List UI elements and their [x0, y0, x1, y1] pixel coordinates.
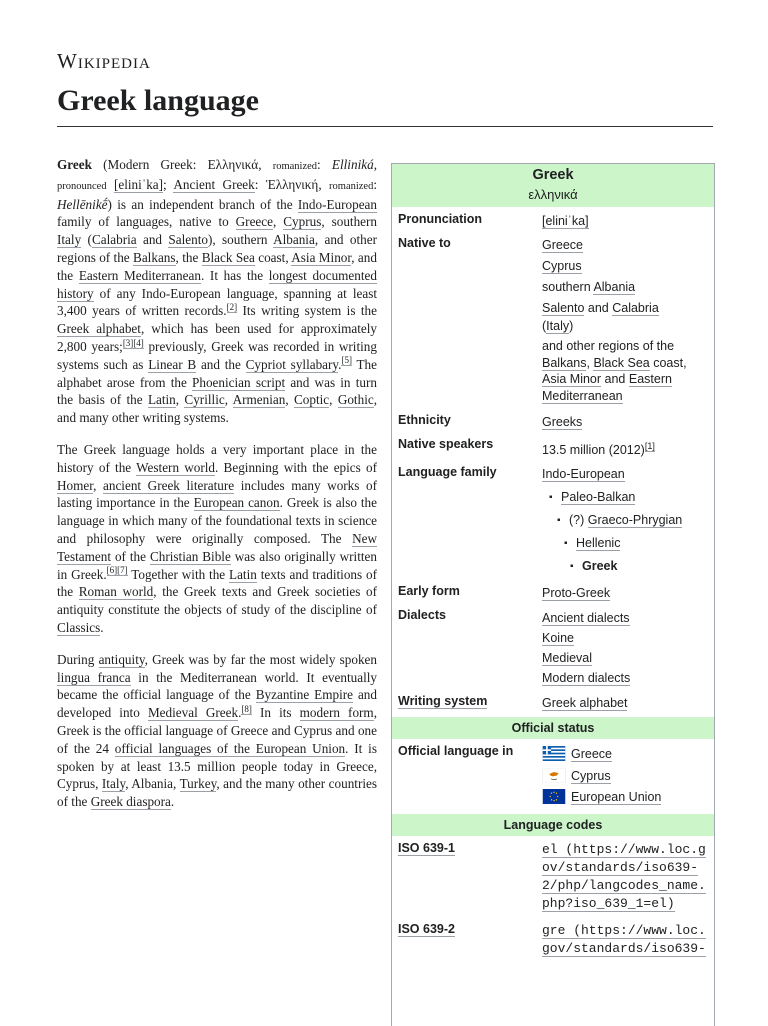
link-modern-dialects[interactable]: Modern dialects — [542, 671, 631, 686]
family-current: Greek — [582, 559, 618, 574]
link-cyrillic[interactable]: Cyrillic — [184, 392, 225, 408]
row-label: Native speakers — [398, 437, 494, 451]
text: , southern — [321, 214, 378, 230]
link-cyprus[interactable]: Cyprus — [542, 259, 582, 273]
row-label: Pronunciation — [398, 212, 483, 226]
link-lingua-franca[interactable]: lingua franca — [57, 669, 131, 685]
text: of the — [111, 548, 150, 564]
infobox-native-name: ελληνικά — [528, 187, 578, 202]
link-mediterranean[interactable]: Mediterranean — [542, 388, 623, 403]
link-asia-minor[interactable]: Asia Minor — [291, 249, 352, 265]
text: In its — [251, 705, 300, 721]
text: and — [136, 232, 169, 248]
link-cyprus[interactable]: Cyprus — [283, 214, 322, 230]
tree-item — [576, 532, 708, 578]
writing-system-label[interactable]: Writing system — [398, 694, 488, 709]
link-koine[interactable]: Koine — [542, 631, 574, 646]
text: During — [57, 651, 99, 667]
link-eastern-mediterranean[interactable]: Eastern Mediterranean — [78, 267, 201, 283]
link-roman-world[interactable]: Roman world — [78, 584, 154, 600]
text: , the Greek texts and Greek societies of antiquity constitute the objects of study of the discipline of — [57, 584, 377, 618]
text: : — [373, 176, 378, 192]
row-label: Native to — [398, 236, 451, 250]
link-latin[interactable]: Latin — [229, 566, 257, 582]
text: , Albania, — [125, 776, 180, 792]
text: and the — [196, 356, 246, 372]
antiquity-paragraph — [57, 651, 377, 811]
text: includes many works of lasting importance in the — [57, 477, 378, 511]
row-early-form — [392, 581, 714, 605]
link-coptic[interactable]: Coptic — [294, 392, 330, 408]
language-codes-band: Language codes — [392, 814, 714, 836]
row-label: Ethnicity — [398, 413, 451, 427]
text: previously, Greek was recorded in writing systems such as — [57, 338, 377, 372]
text: , and the — [57, 249, 377, 283]
link-byzantine-empire[interactable]: Byzantine Empire — [255, 687, 353, 703]
speakers-count: 13.5 million (2012) — [542, 443, 645, 458]
text: The alphabet arose from the — [57, 356, 377, 390]
lead-paragraph — [57, 156, 377, 427]
link-greece[interactable]: Greece — [235, 214, 273, 230]
text: . — [338, 356, 342, 372]
row-label: Official language in — [398, 744, 514, 759]
link-new-testament[interactable]: New Testament — [57, 530, 377, 564]
link-salento[interactable]: Salento — [542, 301, 585, 315]
link-christian-bible[interactable]: Christian Bible — [149, 548, 231, 564]
link-paleo-balkan[interactable]: Paleo-Balkan — [561, 490, 636, 505]
row-label: Dialects — [398, 608, 446, 623]
link-ancient-greek-literature[interactable]: ancient Greek literature — [103, 477, 235, 493]
text: ( — [81, 232, 92, 248]
text: (Modern Greek: Ελληνικά, — [91, 157, 273, 172]
iso-639-2-code-link[interactable]: gre (https://www.loc. — [542, 922, 706, 938]
text: , — [285, 392, 294, 408]
iso-639-1-code-link[interactable]: el (https://www.loc.g — [542, 841, 706, 857]
row-writing-system — [392, 691, 714, 715]
iso-639-1-label[interactable]: ISO 639-1 — [398, 840, 455, 855]
link-medieval[interactable]: Medieval — [542, 651, 593, 666]
link-greece[interactable]: Greece — [571, 747, 612, 762]
link-medieval-greek[interactable]: Medieval Greek — [147, 705, 239, 721]
text: . It has the — [200, 267, 269, 283]
text: southern — [542, 280, 594, 294]
row-iso-639-2 — [392, 916, 714, 961]
text: , — [329, 392, 338, 408]
text: (?) — [569, 513, 588, 528]
text: Its writing system is the — [237, 303, 377, 319]
row-label: Early form — [398, 584, 460, 599]
tree-item — [569, 509, 708, 578]
link-armenian[interactable]: Armenian — [232, 392, 286, 408]
link-cypriot-syllabary[interactable]: Cypriot syllabary — [245, 356, 339, 372]
text: family of languages, native to — [57, 214, 236, 230]
text: ), southern — [207, 232, 274, 248]
text: and other regions of the — [542, 339, 675, 353]
link-balkans[interactable]: Balkans — [542, 355, 587, 370]
link-eastern[interactable]: Eastern — [628, 372, 672, 386]
text: texts and traditions of the — [57, 566, 377, 600]
link-turkey[interactable]: Turkey — [179, 776, 217, 792]
reference-link[interactable]: [8] — [241, 703, 252, 714]
reference-link[interactable]: [4] — [133, 337, 144, 348]
reference-link[interactable]: [2] — [226, 301, 238, 312]
link-classics[interactable]: Classics — [57, 619, 101, 635]
text: , — [586, 355, 594, 370]
link-latin[interactable]: Latin — [147, 392, 176, 408]
link-calabria[interactable]: Calabria — [91, 232, 137, 248]
iso-639-2-code-link[interactable]: gov/standards/iso639- — [542, 940, 706, 956]
text: ( — [542, 319, 547, 333]
lead-term: Greek — [57, 157, 92, 172]
link-cyprus[interactable]: Cyprus — [571, 768, 611, 783]
wikipedia-logo[interactable]: Wikipedia — [57, 49, 151, 73]
row-native-speakers — [392, 434, 714, 462]
text: and — [584, 301, 613, 315]
text: , Greek is the official language of Greece and Cyprus and one of the 24 — [57, 705, 377, 756]
link-european-canon[interactable]: European canon — [193, 495, 280, 511]
text: coast, — [254, 249, 292, 265]
reference-link[interactable]: [3] — [122, 337, 134, 348]
link-hellenic[interactable]: Hellenic — [576, 536, 621, 551]
text: The Greek language holds a very important place in the history of the — [57, 441, 377, 475]
text: , — [272, 214, 284, 230]
text: in the Mediterranean world. It eventually became the official language of the — [57, 669, 377, 703]
text: and developed into — [57, 687, 377, 721]
text: ) is an independent branch of the — [107, 196, 298, 212]
text: : Ἑλληνική, — [254, 176, 330, 192]
link-linear-b[interactable]: Linear B — [148, 356, 197, 372]
row-official-in — [392, 741, 714, 812]
row-iso-639-1 — [392, 838, 714, 916]
link-asia-minor[interactable]: Asia Minor — [542, 372, 602, 386]
link-albania[interactable]: Albania — [273, 232, 315, 248]
link-homer[interactable]: Homer — [57, 477, 94, 493]
romanization: Elliniká — [331, 157, 374, 172]
link-italy[interactable]: Italy — [57, 232, 82, 248]
link-indo-european[interactable]: Indo-European — [542, 467, 625, 482]
iso-639-2-label[interactable]: ISO 639-2 — [398, 921, 455, 936]
reference-link[interactable]: [6] — [106, 565, 118, 576]
text: . — [170, 794, 175, 810]
language-infobox — [391, 163, 715, 1026]
text: romanized — [272, 161, 318, 172]
link-italy[interactable]: Italy — [546, 319, 570, 333]
official-status-band: Official status — [392, 717, 714, 739]
reference-link[interactable]: [7] — [117, 565, 128, 576]
text: , — [175, 392, 185, 408]
text: , and the many other countries of the — [57, 776, 378, 810]
text: , Greek was by far the most widely spoken — [144, 651, 377, 667]
text: of any Indo-European language, spanning at least 3,400 years of written records. — [57, 285, 377, 319]
reference-link[interactable]: [5] — [341, 355, 352, 366]
link-greek-alphabet[interactable]: Greek alphabet — [57, 321, 141, 337]
cyprus-flag-icon — [542, 768, 566, 783]
link-gothic[interactable]: Gothic — [337, 392, 374, 408]
iso-639-1-code-link[interactable]: php?iso_639_1=el) — [542, 895, 675, 911]
link-ancient-dialects[interactable]: Ancient dialects — [542, 611, 630, 626]
link-modern-form[interactable]: modern form — [299, 705, 374, 721]
link-phoenician-script[interactable]: Phoenician script — [192, 374, 286, 390]
iso-639-1-code-link[interactable]: 2/php/langcodes_name. — [542, 877, 706, 893]
text: . It is spoken by at least 13.5 million people today in Greece, Cyprus, — [57, 740, 377, 792]
link-black-sea[interactable]: Black Sea — [201, 249, 255, 265]
link-calabria[interactable]: Calabria — [612, 301, 659, 315]
text: . — [100, 619, 104, 635]
text: , — [373, 157, 377, 172]
link-albania[interactable]: Albania — [593, 280, 636, 294]
history-paragraph — [57, 441, 377, 637]
link-greek-diaspora[interactable]: Greek diaspora — [90, 794, 171, 810]
text: , the — [175, 249, 202, 265]
ipa-link[interactable]: [eliniˈka] — [113, 176, 164, 192]
link-greeks[interactable]: Greeks — [542, 415, 583, 429]
iso-639-1-code-link[interactable]: ov/standards/iso639- — [542, 859, 699, 875]
text: , — [93, 477, 103, 493]
tree-item — [561, 486, 708, 578]
link-proto-greek[interactable]: Proto-Greek — [542, 586, 611, 601]
link-antiquity[interactable]: antiquity — [98, 651, 145, 667]
link-eu-official-languages[interactable]: official languages of the European Union — [114, 740, 346, 756]
text: . Greek is also the language in which many of the foundational texts in science and philosophy were originally composed. The — [57, 495, 377, 546]
text: , which has been used for approximately 2,800 years; — [57, 321, 378, 354]
text: , and other regions of the — [57, 232, 377, 265]
link-ancient-greek[interactable]: Ancient Greek — [173, 176, 255, 192]
link-graeco-phrygian[interactable]: Graeco-Phrygian — [587, 513, 683, 528]
tree-item — [582, 555, 708, 578]
row-native-to — [392, 233, 714, 407]
eu-flag-icon — [542, 789, 566, 804]
infobox-header — [392, 164, 714, 209]
title-divider — [57, 126, 713, 127]
text: coast, — [649, 355, 687, 370]
link-longest-documented-history[interactable]: longest documented history — [57, 267, 377, 301]
text: . Beginning with the epics of — [215, 459, 377, 475]
text: ; — [163, 176, 174, 192]
row-pronunciation — [392, 209, 714, 233]
link-greek-alphabet[interactable]: Greek alphabet — [542, 696, 628, 711]
row-ethnicity — [392, 407, 714, 434]
text: and was in turn the basis of the — [57, 374, 377, 408]
infobox-title: Greek — [532, 167, 574, 183]
link-black-sea[interactable]: Black Sea — [593, 355, 650, 370]
link-salento[interactable]: Salento — [168, 232, 208, 248]
text: was also originally written in Greek. — [57, 548, 377, 582]
row-dialects — [392, 605, 714, 691]
pronunciation-ipa[interactable]: [eliniˈka] — [542, 214, 589, 228]
article-body — [57, 156, 377, 825]
link-european-union[interactable]: European Union — [571, 790, 662, 805]
link-balkans[interactable]: Balkans — [133, 249, 176, 265]
greece-flag-icon — [542, 746, 566, 761]
link-italy[interactable]: Italy — [101, 776, 126, 792]
text: pronounced — [57, 180, 107, 192]
row-label: Language family — [398, 465, 497, 480]
text: , — [224, 392, 233, 408]
page-title: Greek language — [57, 84, 259, 117]
text: ) — [569, 319, 574, 333]
romanization: Hellēnikḗ — [57, 196, 108, 212]
link-western-world[interactable]: Western world — [136, 459, 216, 475]
text: . — [238, 705, 242, 721]
text: Together with the — [127, 566, 230, 582]
text: : — [317, 157, 332, 172]
row-language-family — [392, 462, 714, 581]
link-indo-european[interactable]: Indo-European — [297, 196, 377, 212]
link-greece[interactable]: Greece — [542, 238, 583, 252]
text: and — [601, 372, 629, 386]
reference-link[interactable]: [1] — [644, 441, 655, 451]
text: , and many other writing systems. — [57, 392, 378, 426]
text: romanized — [329, 180, 374, 192]
